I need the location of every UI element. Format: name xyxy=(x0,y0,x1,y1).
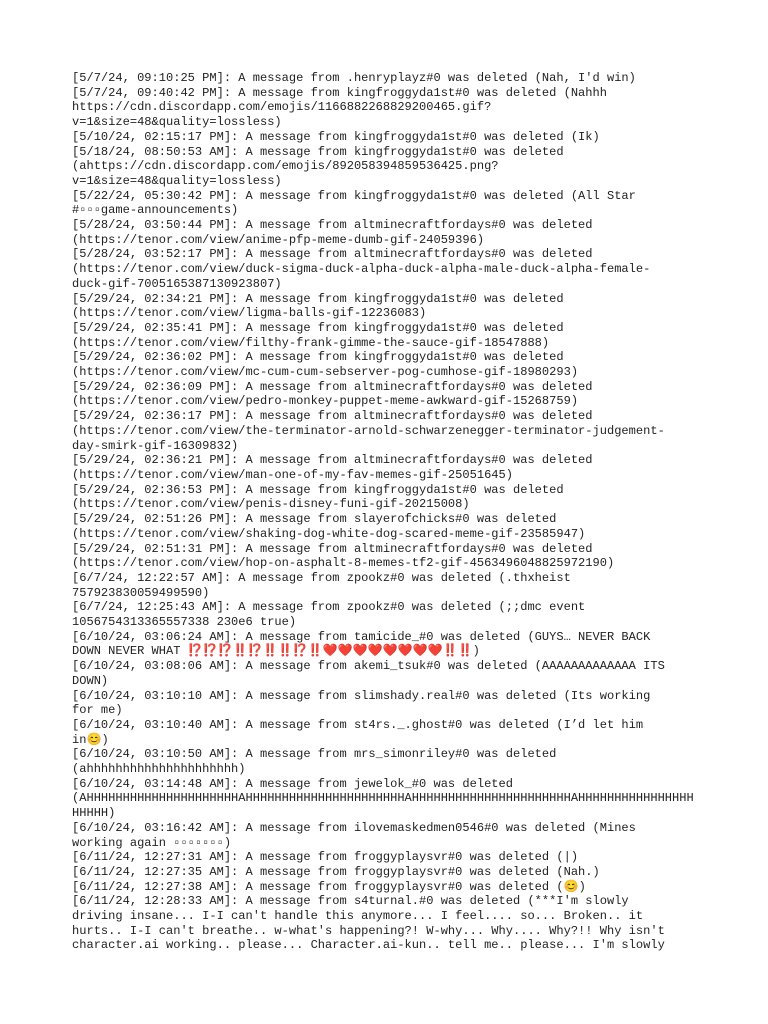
log-entry: [6/10/24, 03:14:48 AM]: A message from jewelok_#0 was deleted (AHHHHHHHHHHHHHHHHHHHHHAHHHHHHHHHHHHHHHHHHHHHHAHHHHHHHHHHHHHHHHHHHHHHAHHHHHHHHHHHHHHHHHHHHH) xyxy=(72,776,694,821)
log-entry: [6/11/24, 12:27:35 AM]: A message from froggyplaysvr#0 was deleted (Nah.) xyxy=(72,864,600,879)
log-entry: [6/10/24, 03:10:40 AM]: A message from st4rs._.ghost#0 was deleted (I’d let him in😊) xyxy=(72,717,644,747)
log-entry: [5/29/24, 02:36:09 PM]: A message from altminecraftfordays#0 was deleted (https://tenor.com/view/pedro-monkey-puppet-meme-awkward-gif-15268759) xyxy=(72,379,593,409)
log-entry: [5/7/24, 09:40:42 PM]: A message from kingfroggyda1st#0 was deleted (Nahhh https://cdn.discordapp.com/emojis/1166882268829200465.gif? v=1&size=48&quality=lossless) xyxy=(72,85,607,130)
log-entry: [6/10/24, 03:06:24 AM]: A message from tamicide_#0 was deleted (GUYS… NEVER BACK DOWN NEVER WHAT ⁉️⁉️⁉️‼️⁉️‼️‼️⁉️‼️❤️❤️❤️❤️❤️❤️❤️❤️‼️‼️) xyxy=(72,629,651,659)
log-entry: [6/10/24, 03:10:50 AM]: A message from mrs_simonriley#0 was deleted (ahhhhhhhhhhhhhhhhhhhhh) xyxy=(72,747,557,777)
deleted-messages-log xyxy=(72,71,696,953)
log-entry: [5/28/24, 03:50:44 PM]: A message from altminecraftfordays#0 was deleted (https://tenor.com/view/anime-pfp-meme-dumb-gif-24059396) xyxy=(72,218,593,247)
log-entry: [6/10/24, 03:16:42 AM]: A message from ilovemaskedmen0546#0 was deleted (Mines working again ▫▫▫▫▫▫▫) xyxy=(72,820,636,850)
log-entry: [6/11/24, 12:28:33 AM]: A message from s4turnal.#0 was deleted (***I'm slowly driving insane... I-I can't handle this anymore... I feel.... so... Broken.. it hurts.. I-I can't breathe.. w-what's happening?! W-why... Why.... Why?!! Why isn't character.ai working.. please... Character.ai-kun.. tell me.. please... I'm slowly xyxy=(72,894,665,953)
log-entry: [5/7/24, 09:10:25 PM]: A message from .henryplayz#0 was deleted (Nah, I'd win) xyxy=(72,71,636,85)
log-entry: [5/29/24, 02:36:02 PM]: A message from kingfroggyda1st#0 was deleted (https://tenor.com/view/mc-cum-cum-sebserver-pog-cumhose-gif-18980293) xyxy=(72,350,579,380)
log-entry: [6/7/24, 12:25:43 AM]: A message from zpookz#0 was deleted (;;dmc event 1056754313365557338 230e6 true) xyxy=(72,600,586,630)
log-entry: [5/29/24, 02:36:21 PM]: A message from altminecraftfordays#0 was deleted (https://tenor.com/view/man-one-of-my-fav-memes-gif-25051645) xyxy=(72,453,593,482)
log-entry: [6/7/24, 12:22:57 AM]: A message from zpookz#0 was deleted (.thxheist 757923830059499590) xyxy=(72,570,571,600)
log-entry: [5/22/24, 05:30:42 PM]: A message from kingfroggyda1st#0 was deleted (All Star #▫▫▫game-announcements) xyxy=(72,188,636,218)
log-entry: [5/28/24, 03:52:17 PM]: A message from altminecraftfordays#0 was deleted (https://tenor.com/view/duck-sigma-duck-alpha-duck-alpha-male-duck-alpha-female- duck-gif-7005165387130923807) xyxy=(72,247,651,291)
log-entry: [5/29/24, 02:36:53 PM]: A message from kingfroggyda1st#0 was deleted (https://tenor.com/view/penis-disney-funi-gif-20215008) xyxy=(72,482,564,512)
log-entry: [5/29/24, 02:51:31 PM]: A message from altminecraftfordays#0 was deleted (https://tenor.com/view/hop-on-asphalt-8-memes-tf2-gif-4563496048825972190) xyxy=(72,541,615,571)
log-entry: [5/29/24, 02:51:26 PM]: A message from slayerofchicks#0 was deleted (https://tenor.com/view/shaking-dog-white-dog-scared-meme-gif-23585947) xyxy=(72,512,586,541)
log-entry: [6/11/24, 12:27:38 AM]: A message from froggyplaysvr#0 was deleted (😊) xyxy=(72,879,586,894)
log-entry: [5/18/24, 08:50:53 AM]: A message from kingfroggyda1st#0 was deleted (ahttps://cdn.discordapp.com/emojis/892058394859536425.png? v=1&size=48&quality=lossless) xyxy=(72,144,564,188)
log-entry: [6/10/24, 03:10:10 AM]: A message from slimshady.real#0 was deleted (Its working for me) xyxy=(72,688,651,718)
log-entry: [5/29/24, 02:36:17 PM]: A message from altminecraftfordays#0 was deleted (https://tenor.com/view/the-terminator-arnold-schwarzenegger-terminator-judgement- day-smirk-gif-16309832) xyxy=(72,409,665,453)
log-entry: [6/11/24, 12:27:31 AM]: A message from froggyplaysvr#0 was deleted (|) xyxy=(72,850,579,865)
log-entry: [5/10/24, 02:15:17 PM]: A message from kingfroggyda1st#0 was deleted (Ik) xyxy=(72,129,600,144)
log-entry: [5/29/24, 02:34:21 PM]: A message from kingfroggyda1st#0 was deleted (https://tenor.com/view/ligma-balls-gif-12236083) xyxy=(72,291,564,321)
log-entry: [6/10/24, 03:08:06 AM]: A message from akemi_tsuk#0 was deleted (AAAAAAAAAAAAA ITS DOWN) xyxy=(72,659,665,688)
log-entry: [5/29/24, 02:35:41 PM]: A message from kingfroggyda1st#0 was deleted (https://tenor.com/view/filthy-frank-gimme-the-sauce-gif-18547888) xyxy=(72,320,564,350)
